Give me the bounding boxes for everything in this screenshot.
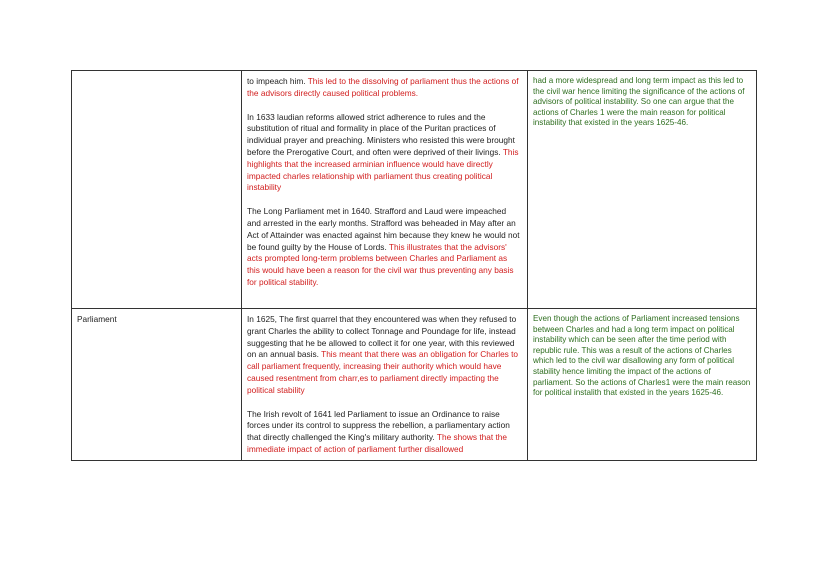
essay-table	[71, 70, 757, 461]
evidence-paragraph	[247, 206, 522, 289]
evidence-text: to impeach him.	[247, 76, 308, 86]
table-row	[72, 309, 757, 461]
factor-label: Parliament	[77, 314, 117, 324]
evidence-cell	[242, 309, 528, 461]
evidence-text: In 1625, The first quarrel that they encountered was when they refused to grant Charles the ability to collect Tonnage and Poundage for life, instead suggesting that he be allowed to collect it for one year, with this reviewed on an annual basis.	[247, 314, 517, 360]
factor-label-cell	[72, 71, 242, 309]
evidence-cell	[242, 71, 528, 309]
evidence-paragraph	[247, 314, 522, 397]
evidence-paragraph	[247, 112, 522, 195]
evaluation-cell	[528, 71, 757, 309]
evaluation-text: Even though the actions of Parliament increased tensions between Charles and had a long term impact on political instability which can be seen after the time period with republic rule. This was a result of the actions of Charles which led to the civil war disallowing any form of political stability hence limiting the impact of the actions of parliament. So the actions of Charles1 were the main reason for political instalith that existed in the years 1625-46.	[533, 314, 751, 398]
analysis-text: This meant that there was an obligation for Charles to call parliament frequently, increasing their authority which would have caused resentment from charr,es to parliament directly impacting the political stability	[247, 349, 519, 395]
evidence-text: The Irish revolt of 1641 led Parliament to issue an Ordinance to raise forces under its control to suppress the rebellion, a parliamentary action that directly challenged the King's military authority.	[247, 408, 510, 443]
evidence-paragraph	[247, 409, 522, 456]
analysis-text: The shows that the immediate impact of action of parliament further disallowed	[247, 432, 508, 454]
evaluation-text: had a more widespread and long term impact as this led to the civil war hence limiting the significance of the actions of advisors of political instability. So one can argue that the actions of Charles 1 were the main reason for political instability that existed in the years 1625-46.	[533, 76, 745, 128]
evidence-paragraph	[247, 76, 522, 100]
table-row	[72, 71, 757, 309]
evaluation-cell	[528, 309, 757, 461]
analysis-text: This highlights that the increased arminian influence would have directly impacted charles relationship with parliament thus creating political instability	[247, 146, 519, 193]
evidence-text: In 1633 laudian reforms allowed strict adherence to rules and the substitution of ritual and formality in place of the Puritan practices of individual prayer and preaching. Ministers who resisted this were brought before the Prerogative Court, and often were deprived of their livings.	[247, 111, 515, 157]
analysis-text: This illustrates that the advisors' acts prompted long-term problems between Charles and Parliament as this would have been a reason for the civil war thus preventing any basis for political stability.	[247, 241, 514, 287]
evidence-text: The Long Parliament met in 1640. Strafford and Laud were impeached and arrested in the early months. Strafford was beheaded in May after an Act of Attainder was enacted against him because they knew he would not be found guilty by the House of Lords.	[247, 206, 520, 252]
factor-label-cell	[72, 309, 242, 461]
analysis-text: This led to the dissolving of parliament thus the actions of the advisors directly caused political problems.	[247, 76, 519, 98]
